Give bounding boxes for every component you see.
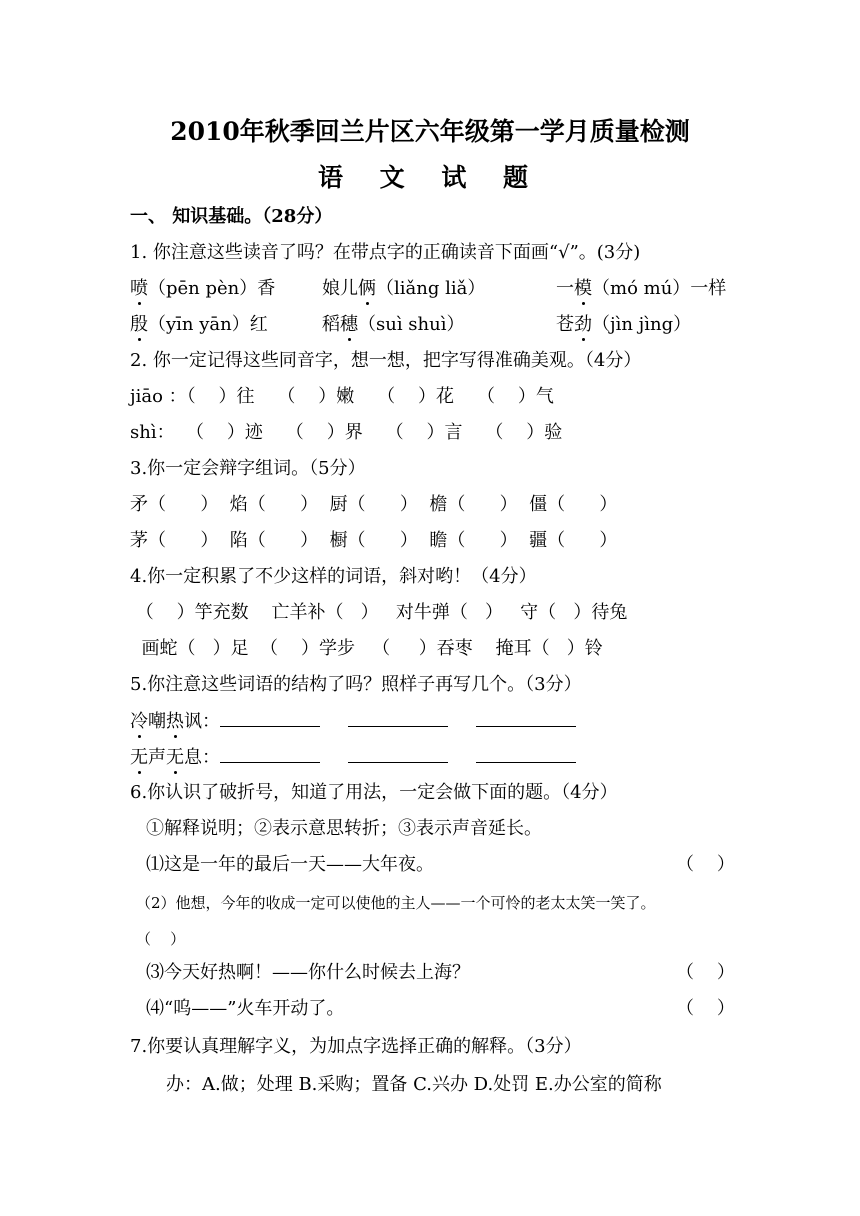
q2-row2: shì： （ ）迹 （ ）界 （ ）言 （ ）验 xyxy=(130,422,563,443)
answer-blank[interactable] xyxy=(476,710,576,727)
q6-item-2-answer[interactable]: （ ） xyxy=(136,930,186,948)
q1-row2-item2: 稻穗（suì shuì） xyxy=(322,314,465,335)
q1-row1-item1: 喷（pēn pèn）香 xyxy=(130,278,276,299)
q3-heading: 3.你一定会辩字组词。（5分） xyxy=(130,458,366,479)
q7-options: 办：A.做；处理 B.采购；置备 C.兴办 D.处罚 E.办公室的简称 xyxy=(166,1074,662,1095)
q1-row2-item1: 殷（yīn yān）红 xyxy=(130,314,268,335)
q3-row2: 茅（ ） 陷（ ） 橱（ ） 瞻（ ） 疆（ ） xyxy=(130,530,618,551)
answer-blank[interactable] xyxy=(348,710,448,727)
answer-blank[interactable] xyxy=(220,746,320,763)
q7-heading: 7.你要认真理解字义，为加点字选择正确的解释。（3分） xyxy=(130,1036,582,1057)
exam-subtitle: 语 文 试 题 xyxy=(317,163,543,192)
q5-example1: 冷嘲热讽： xyxy=(130,710,604,733)
q2-heading: 2. 你一定记得这些同音字，想一想，把字写得准确美观。（4分） xyxy=(130,350,642,371)
q6-item-4: ⑷“呜——”火车开动了。 xyxy=(146,998,345,1019)
exam-title: 2010年秋季回兰片区六年级第一学月质量检测 xyxy=(170,117,690,146)
q4-row2: 画蛇（ ）足 （ ）学步 （ ）吞枣 掩耳（ ）铃 xyxy=(130,638,603,659)
q2-row1: jiāo ：（ ）往 （ ）嫩 （ ）花 （ ）气 xyxy=(130,386,554,407)
q6-item-3: ⑶今天好热啊！——你什么时候去上海？ xyxy=(146,962,470,983)
q1-row1-item3: 一模（mó mú）一样 xyxy=(556,278,727,299)
q6-item-1-answer[interactable]: （ ） xyxy=(676,854,735,875)
answer-blank[interactable] xyxy=(476,746,576,763)
q5-heading: 5.你注意这些词语的结构了吗？照样子再写几个。（3分） xyxy=(130,674,582,695)
q1-row1-item2: 娘儿俩（liǎng liǎ） xyxy=(322,278,486,299)
q4-row1: （ ）竽充数 亡羊补（ ） 对牛弹（ ） 守（ ）待兔 xyxy=(130,602,628,623)
q6-item-1: ⑴这是一年的最后一天——大年夜。 xyxy=(146,854,434,875)
q3-row1: 矛（ ） 焰（ ） 厨（ ） 檐（ ） 僵（ ） xyxy=(130,494,618,515)
q5-example2: 无声无息： xyxy=(130,746,604,769)
answer-blank[interactable] xyxy=(348,746,448,763)
q6-item-3-answer[interactable]: （ ） xyxy=(676,962,735,983)
q4-heading: 4.你一定积累了不少这样的词语，斜对哟！（4分） xyxy=(130,566,537,587)
q6-options: ①解释说明；②表示意思转折；③表示声音延长。 xyxy=(146,818,542,839)
q6-item-4-answer[interactable]: （ ） xyxy=(676,998,735,1019)
answer-blank[interactable] xyxy=(220,710,320,727)
section-1-heading: 一、 知识基础。（28分） xyxy=(130,206,333,227)
q1-heading: 1. 你注意这些读音了吗？在带点字的正确读音下面画“√”。(3分) xyxy=(130,242,641,263)
q6-heading: 6.你认识了破折号，知道了用法，一定会做下面的题。（4分） xyxy=(130,782,618,803)
q1-row2-item3: 苍劲（jìn jìng） xyxy=(556,314,692,335)
q6-item-2: （2）他想，今年的收成一定可以使他的主人——一个可怜的老太太笑一笑了。 xyxy=(136,894,656,912)
